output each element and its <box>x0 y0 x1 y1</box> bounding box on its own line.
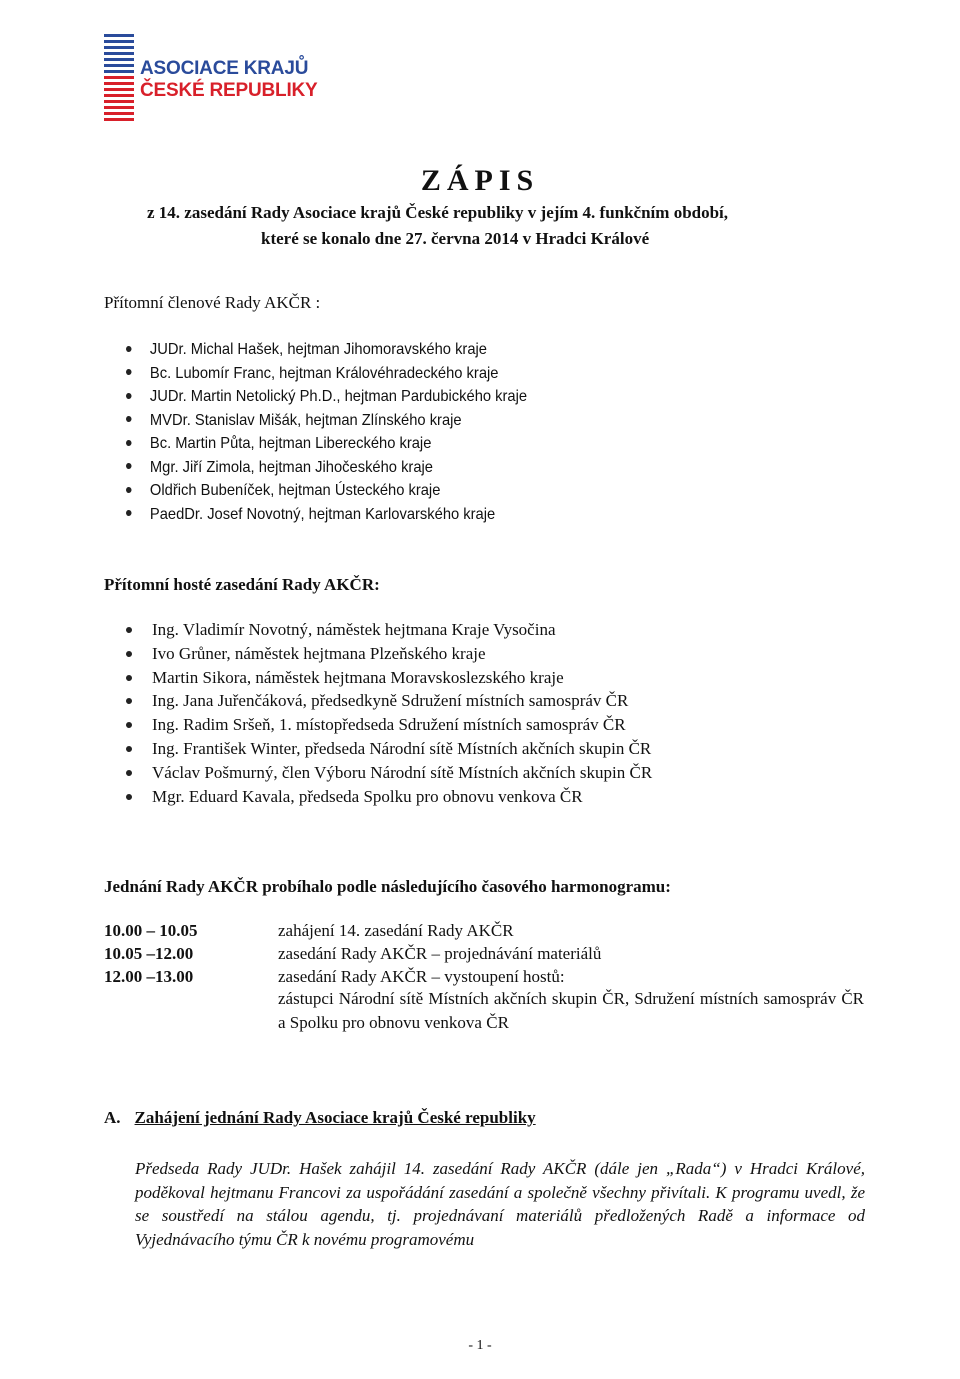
members-item <box>126 338 527 362</box>
bullet-icon <box>126 440 132 446</box>
schedule-row <box>104 967 565 987</box>
schedule-continuation: zástupci Národní sítě Místních akčních skupin ČR, Sdružení místních samospráv ČR a Spolku pro obnovu venkova ČR <box>278 989 864 1032</box>
members-item <box>126 456 527 480</box>
schedule-row <box>104 921 514 941</box>
bullet-icon <box>126 416 132 422</box>
schedule-text: zahájení 14. zasedání Rady AKČR <box>278 921 514 940</box>
subtitle-line2: které se konalo dne 27. června 2014 v Hradci Králové <box>261 229 650 248</box>
section-a-letter: A. <box>104 1108 121 1127</box>
members-heading: Přítomní členové Rady AKČR : <box>104 293 321 312</box>
logo-stripe <box>104 58 134 61</box>
guests-item-text: Ing. František Winter, předseda Národní sítě Místních akčních skupin ČR <box>152 738 652 758</box>
guests-item-text: Martin Sikora, náměstek hejtmana Moravskoslezského kraje <box>152 667 564 687</box>
guests-item <box>126 642 652 666</box>
members-item-text: Bc. Martin Půta, hejtman Libereckého kraje <box>149 435 432 452</box>
members-item <box>126 362 527 386</box>
guests-item-text: Mgr. Eduard Kavala, předseda Spolku pro obnovu venkova ČR <box>152 786 583 806</box>
logo-text-line1: ASOCIACE KRAJŮ <box>140 58 309 79</box>
schedule-heading: Jednání Rady AKČR probíhalo podle následujícího časového harmonogramu: <box>104 877 671 896</box>
logo-stripe <box>104 34 134 37</box>
bullet-icon <box>126 746 132 752</box>
logo-stripe <box>104 70 134 73</box>
guests-item-text: Ing. Vladimír Novotný, náměstek hejtmana Kraje Vysočina <box>152 620 556 639</box>
guests-item <box>126 666 652 690</box>
logo-stripe <box>104 40 134 43</box>
logo-text-line2: ČESKÉ REPUBLIKY <box>140 80 318 101</box>
logo-stripe <box>104 94 134 97</box>
members-item-text: MVDr. Stanislav Mišák, hejtman Zlínského kraje <box>149 411 462 429</box>
guests-item <box>126 618 652 642</box>
logo-stripe <box>104 52 134 55</box>
guests-item <box>126 713 652 737</box>
logo-stripe <box>104 82 134 85</box>
section-a-title: Zahájení jednání Rady Asociace krajů České republiky <box>134 1108 536 1127</box>
bullet-icon <box>126 463 132 469</box>
bullet-icon <box>126 770 132 776</box>
guests-item-text: Ing. Radim Sršeň, 1. místopředseda Sdružení místních samospráv ČR <box>152 715 626 735</box>
logo <box>104 34 344 130</box>
guests-item <box>126 761 652 785</box>
bullet-icon <box>126 794 132 800</box>
guests-item <box>126 785 652 809</box>
bullet-icon <box>126 651 132 657</box>
logo-stripe <box>104 88 134 91</box>
bullet-icon <box>126 393 132 399</box>
members-item-text: JUDr. Martin Netolický Ph.D., hejtman Pardubického kraje <box>149 388 528 405</box>
logo-stripe <box>104 118 134 121</box>
page-number: - 1 - <box>468 1338 492 1353</box>
subtitle-line1: z 14. zasedání Rady Asociace krajů České republiky v jejím 4. funkčním období, <box>147 203 729 222</box>
guests-item <box>126 689 652 713</box>
bullet-icon <box>126 722 132 728</box>
guests-item-text: Ing. Jana Juřenčáková, předsedkyně Sdružení místních samospráv ČR <box>152 691 629 711</box>
bullet-icon <box>126 675 132 681</box>
members-item-text: JUDr. Michal Hašek, hejtman Jihomoravského kraje <box>149 341 487 358</box>
schedule-time: 10.00 – 10.05 <box>104 921 198 940</box>
bullet-icon <box>126 369 132 375</box>
logo-stripe <box>104 106 134 109</box>
members-item <box>126 503 527 527</box>
members-item <box>126 479 527 503</box>
bullet-icon <box>126 487 132 493</box>
bullet-icon <box>126 627 132 633</box>
members-item-text: PaedDr. Josef Novotný, hejtman Karlovarského kraje <box>149 505 496 523</box>
members-item-text: Bc. Lubomír Franc, hejtman Královéhradeckého kraje <box>149 364 499 382</box>
members-item-text: Oldřich Bubeníček, hejtman Ústeckého kraje <box>149 482 441 499</box>
schedule-row <box>104 944 601 964</box>
guests-heading: Přítomní hosté zasedání Rady AKČR: <box>104 575 380 594</box>
schedule-text: zasedání Rady AKČR – projednávání materiálů <box>278 944 602 963</box>
schedule-time: 12.00 –13.00 <box>104 967 194 986</box>
bullet-icon <box>126 510 132 516</box>
schedule-text: zasedání Rady AKČR – vystoupení hostů: <box>278 967 565 986</box>
guests-list <box>126 618 652 808</box>
guests-item-text: Ivo Grůner, náměstek hejtmana Plzeňského kraje <box>152 643 486 663</box>
bullet-icon <box>126 346 132 352</box>
members-list <box>126 338 562 526</box>
logo-stripe <box>104 112 134 115</box>
logo-stripes <box>104 34 134 124</box>
document-title: ZÁPIS <box>420 164 540 197</box>
schedule-time: 10.05 –12.00 <box>104 944 194 963</box>
logo-stripe <box>104 100 134 103</box>
members-item-text: Mgr. Jiří Zimola, hejtman Jihočeského kraje <box>149 458 433 476</box>
logo-stripe <box>104 46 134 49</box>
guests-item-text: Václav Pošmurný, člen Výboru Národní sítě Místních akčních skupin ČR <box>152 762 653 782</box>
members-item <box>126 409 527 433</box>
bullet-icon <box>126 698 132 704</box>
members-item <box>126 385 527 409</box>
logo-stripe <box>104 64 134 67</box>
guests-item <box>126 737 652 761</box>
logo-stripe <box>104 76 134 79</box>
members-item <box>126 432 527 456</box>
section-a-paragraph: Předseda Rady JUDr. Hašek zahájil 14. zasedání Rady AKČR (dále jen „Rada“) v Hradci Králové, poděkoval hejtmanu Francovi za uspořádání zasedání a společně všechny přivítali. K programu uvedl, že se soustředí na stálou agendu, tj. projednávaní materiálů předložených Radě a informace od Vyjednávacího týmu ČR k novému programovému <box>135 1159 865 1249</box>
section-a-heading <box>104 1108 536 1128</box>
